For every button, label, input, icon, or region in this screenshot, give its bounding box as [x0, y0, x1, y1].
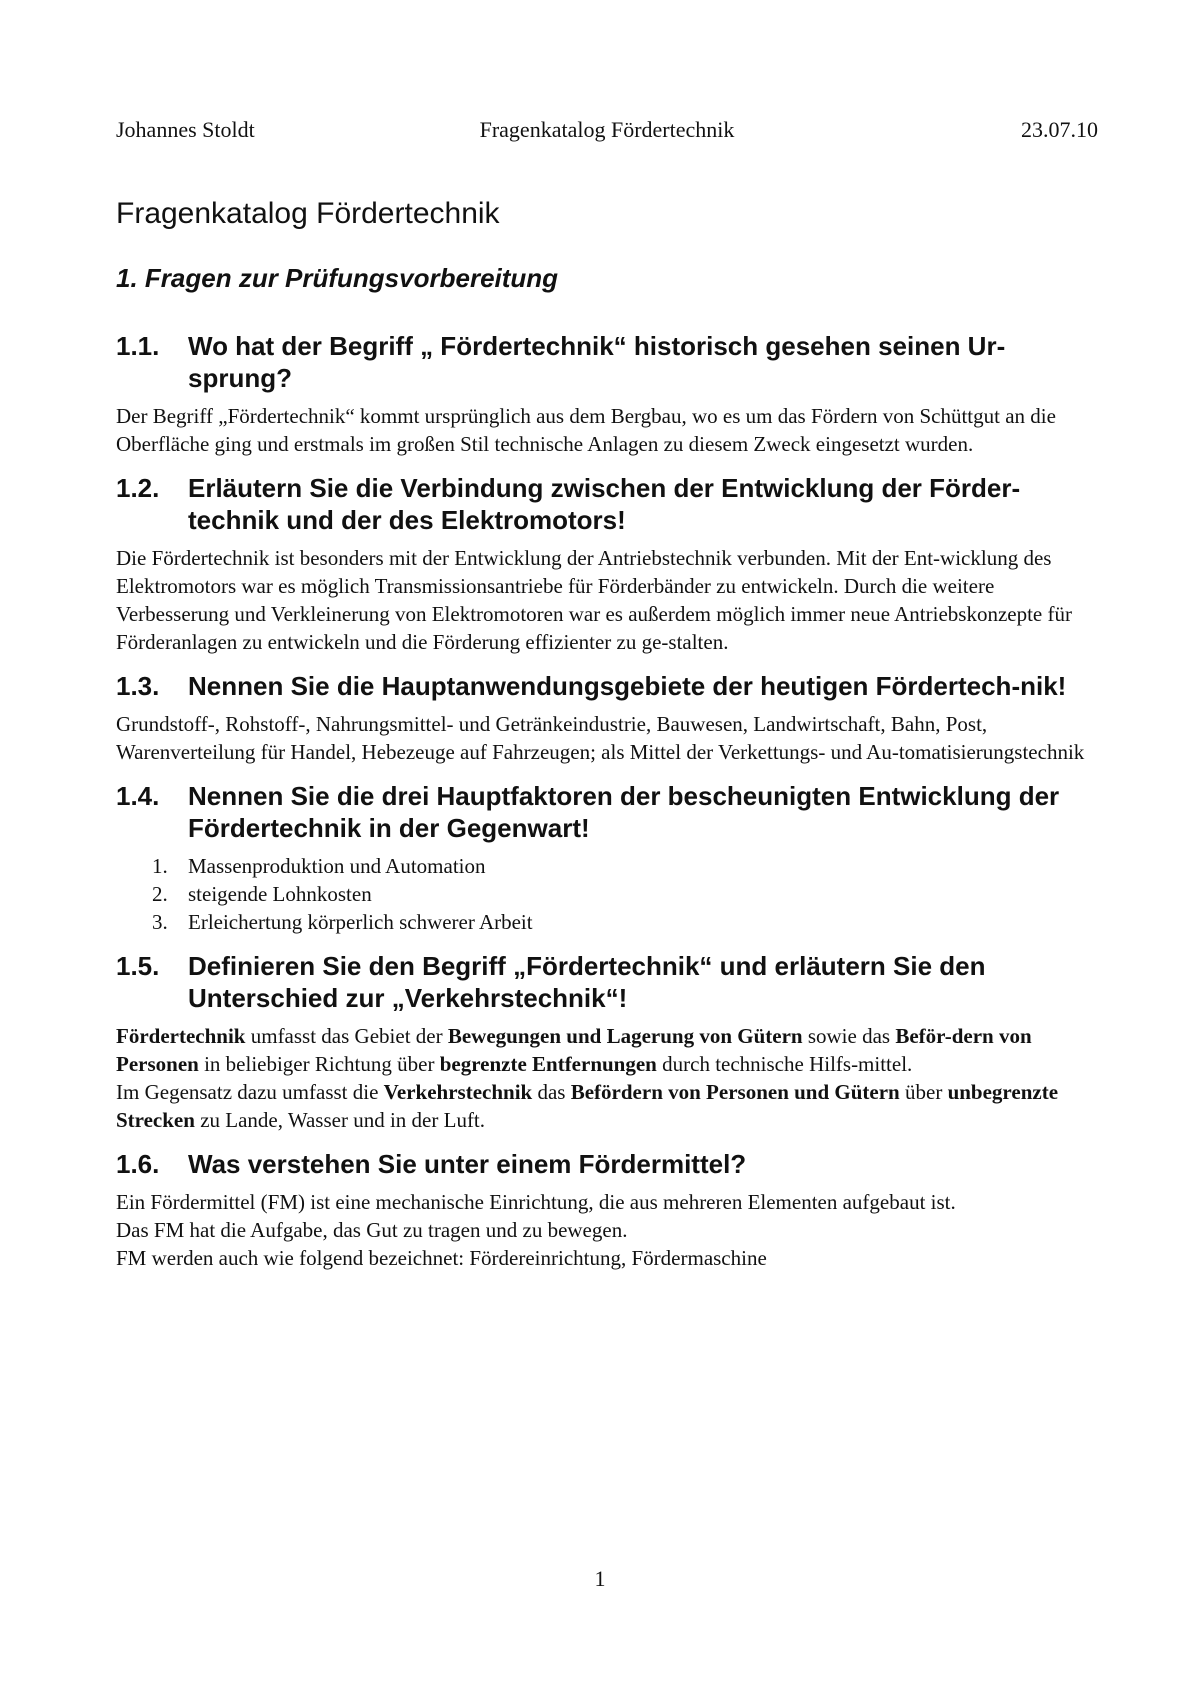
- header-author: Johannes Stoldt: [116, 117, 255, 142]
- bold-term: Beför-dern von Personen: [116, 1024, 1032, 1076]
- list-item-text: Massenproduktion und Automation: [188, 854, 486, 878]
- text-run: zu Lande, Wasser und in der Luft.: [194, 1108, 486, 1132]
- text-run: das: [532, 1080, 571, 1104]
- question-heading: [116, 1148, 1086, 1180]
- question-number: 1.4.: [116, 781, 160, 811]
- list-item-text: steigende Lohnkosten: [188, 882, 372, 906]
- answer-line: FM werden auch wie folgend bezeichnet: Fördereinrichtung, Fördermaschine: [116, 1246, 767, 1270]
- header-date: 23.07.10: [1021, 117, 1098, 142]
- question-heading: [116, 780, 1086, 844]
- answer-line: Ein Fördermittel (FM) ist eine mechanische Einrichtung, die aus mehreren Elementen aufgebaut ist.: [116, 1190, 956, 1214]
- bold-term: Fördertechnik: [116, 1024, 246, 1048]
- list-item-number: 2.: [152, 882, 168, 906]
- list-item: [116, 880, 1086, 908]
- question-text: Nennen Sie die Hauptanwendungsgebiete der heutigen Fördertech-nik!: [188, 671, 1067, 701]
- bold-term: begrenzte Entfernungen: [439, 1052, 657, 1076]
- question-heading: [116, 950, 1086, 1014]
- question-heading: [116, 330, 1086, 394]
- text-run: über: [899, 1080, 948, 1104]
- document-body: [116, 196, 1086, 1286]
- question-text: Was verstehen Sie unter einem Fördermittel?: [188, 1149, 747, 1179]
- question-number: 1.3.: [116, 671, 160, 701]
- bold-term: unbegrenzte Strecken: [116, 1080, 1059, 1132]
- list-item-text: Erleichertung körperlich schwerer Arbeit: [188, 910, 533, 934]
- numbered-list: [116, 852, 1086, 936]
- question-number: 1.6.: [116, 1149, 160, 1179]
- question-number: 1.5.: [116, 951, 160, 981]
- question-text: Erläutern Sie die Verbindung zwischen der Entwicklung der Förder-technik und der des Elektromotors!: [188, 473, 1021, 535]
- question-heading: [116, 472, 1086, 536]
- question-text: Nennen Sie die drei Hauptfaktoren der bescheunigten Entwicklung der Fördertechnik in der Gegenwart!: [188, 781, 1060, 843]
- answer-line: Das FM hat die Aufgabe, das Gut zu tragen und zu bewegen.: [116, 1218, 628, 1242]
- text-run: in beliebiger Richtung über: [198, 1052, 440, 1076]
- section-title: 1. Fragen zur Prüfungsvorbereitung: [116, 263, 559, 293]
- bold-term: Befördern von Personen und Gütern: [570, 1080, 900, 1104]
- answer-paragraph: Grundstoff-, Rohstoff-, Nahrungsmittel- und Getränkeindustrie, Bauwesen, Landwirtschaft, Bahn, Post, Warenverteilung für Handel, Hebezeuge auf Fahrzeugen; als Mittel der Verkettungs- und Au-tomatisierungstechnik: [116, 712, 1085, 764]
- bold-term: Verkehrstechnik: [383, 1080, 533, 1104]
- header-title: Fragenkatalog Fördertechnik: [479, 117, 735, 142]
- question-number: 1.2.: [116, 473, 160, 503]
- answer-paragraph: Der Begriff „Fördertechnik“ kommt ursprünglich aus dem Bergbau, wo es um das Fördern von Schüttgut an die Oberfläche ging und erstmals im großen Stil technische Anlagen zu diesem Zweck eingesetzt wurden.: [116, 404, 1056, 456]
- question-number: 1.1.: [116, 331, 160, 361]
- answer-paragraph: Die Fördertechnik ist besonders mit der Entwicklung der Antriebstechnik verbunden. Mit der Ent-wicklung des Elektromotors war es möglich Transmissionsantriebe für Förderbänder zu entwickeln. Durch die weitere Verbesserung und Verkleinerung von Elektromotoren war es außerdem möglich immer neue Antriebskonzepte für Förderanlagen zu entwickeln und die Förderung effizienter zu ge-stalten.: [116, 546, 1072, 654]
- list-item-number: 3.: [152, 910, 168, 934]
- question-text: Wo hat der Begriff „ Fördertechnik“ historisch gesehen seinen Ur-sprung?: [188, 331, 1006, 393]
- question-heading: [116, 670, 1086, 702]
- page-number: 1: [594, 1566, 606, 1591]
- text-run: umfasst das Gebiet der: [245, 1024, 448, 1048]
- answer-paragraph: [116, 1078, 1086, 1134]
- list-item: [116, 908, 1086, 936]
- question-text: Definieren Sie den Begriff „Fördertechnik“ und erläutern Sie den Unterschied zur „Verkehrstechnik“!: [188, 951, 986, 1013]
- text-run: durch technische Hilfs-mittel.: [656, 1052, 913, 1076]
- answer-paragraph: [116, 1022, 1086, 1078]
- text-run: Im Gegensatz dazu umfasst die: [116, 1080, 384, 1104]
- text-run: sowie das: [802, 1024, 896, 1048]
- list-item-number: 1.: [152, 854, 168, 878]
- document-title: Fragenkatalog Fördertechnik: [116, 197, 500, 230]
- bold-term: Bewegungen und Lagerung von Gütern: [447, 1024, 803, 1048]
- list-item: [116, 852, 1086, 880]
